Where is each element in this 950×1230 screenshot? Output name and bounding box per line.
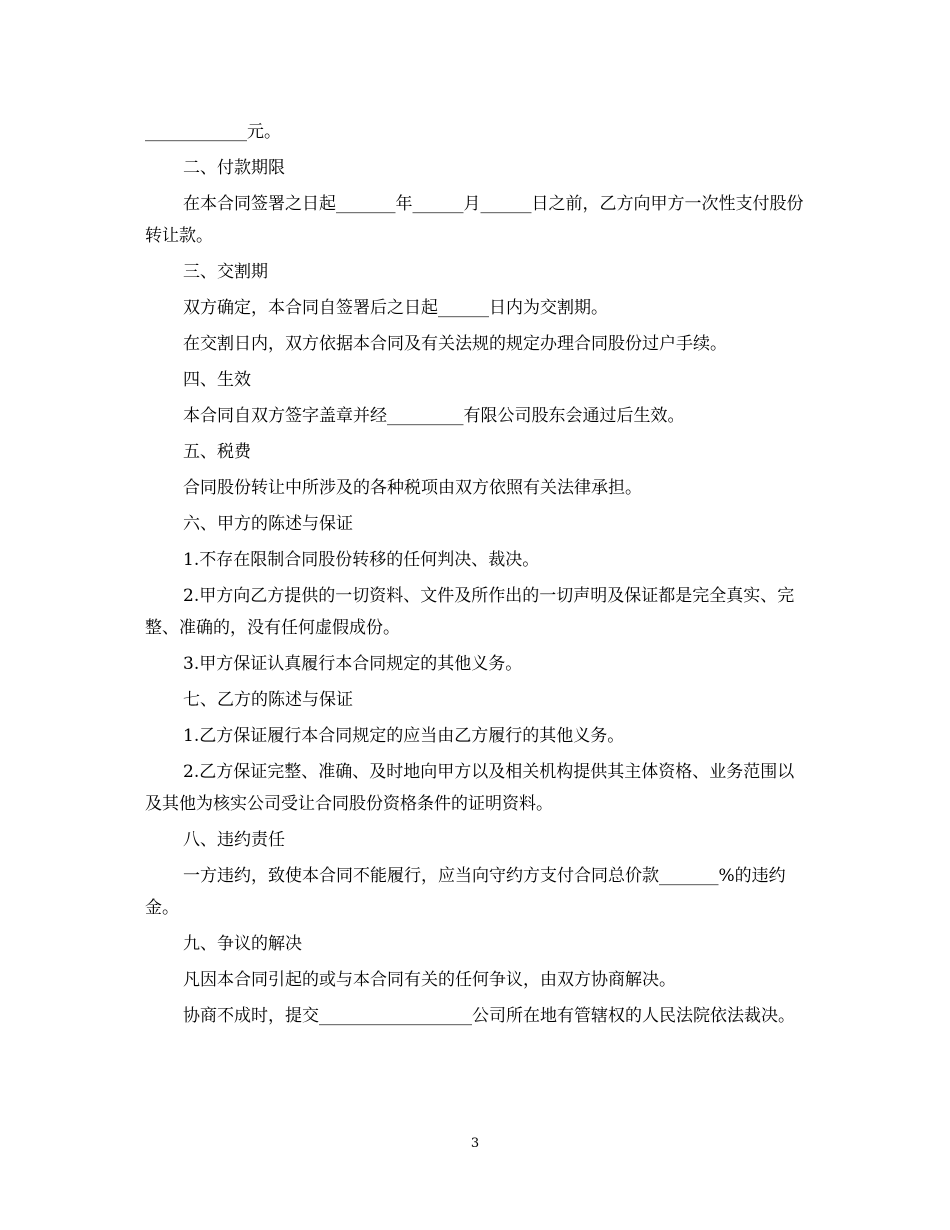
paragraph: 在本合同签署之日起_______年______月______日之前，乙方向甲方一次性支付股份转让款。 [145, 194, 804, 246]
paragraph: 1.不存在限制合同股份转移的任何判决、裁决。 [183, 550, 540, 570]
paragraph: 在交割日内，双方依据本合同及有关法规的规定办理合同股份过户手续。 [183, 334, 727, 354]
document-body [145, 116, 810, 1036]
paragraph: 2.乙方保证完整、准确、及时地向甲方以及相关机构提供其主体资格、业务范围以及其他为核实公司受让合同股份资格条件的证明资料。 [145, 762, 795, 814]
paragraph: 六、甲方的陈述与保证 [183, 514, 353, 534]
paragraph: 四、生效 [183, 370, 251, 390]
paragraph: 双方确定，本合同自签署后之日起______日内为交割期。 [183, 298, 608, 318]
paragraph: 1.乙方保证履行本合同规定的应当由乙方履行的其他义务。 [183, 726, 625, 746]
paragraph: 一方违约，致使本合同不能履行，应当向守约方支付合同总价款_______%的违约金。 [145, 866, 786, 918]
page-number: 3 [470, 1136, 480, 1151]
paragraph: 八、违约责任 [183, 830, 285, 850]
paragraph: 3.甲方保证认真履行本合同规定的其他义务。 [183, 654, 523, 674]
paragraph: 凡因本合同引起的或与本合同有关的任何争议，由双方协商解决。 [183, 970, 676, 990]
paragraph: 本合同自双方签字盖章并经_________有限公司股东会通过后生效。 [183, 406, 685, 426]
paragraph: 七、乙方的陈述与保证 [183, 690, 353, 710]
paragraph: 九、争议的解决 [183, 934, 302, 954]
paragraph: 三、交割期 [183, 262, 268, 282]
paragraph: 协商不成时，提交__________________公司所在地有管辖权的人民法院依法裁决。 [183, 1006, 795, 1026]
paragraph: 2.甲方向乙方提供的一切资料、文件及所作出的一切声明及保证都是完全真实、完整、准确的，没有任何虚假成份。 [145, 586, 795, 638]
paragraph: 合同股份转让中所涉及的各种税项由双方依照有关法律承担。 [183, 478, 642, 498]
paragraph: 五、税费 [183, 442, 251, 462]
paragraph: ____________元。 [145, 122, 281, 142]
paragraph: 二、付款期限 [183, 158, 285, 178]
